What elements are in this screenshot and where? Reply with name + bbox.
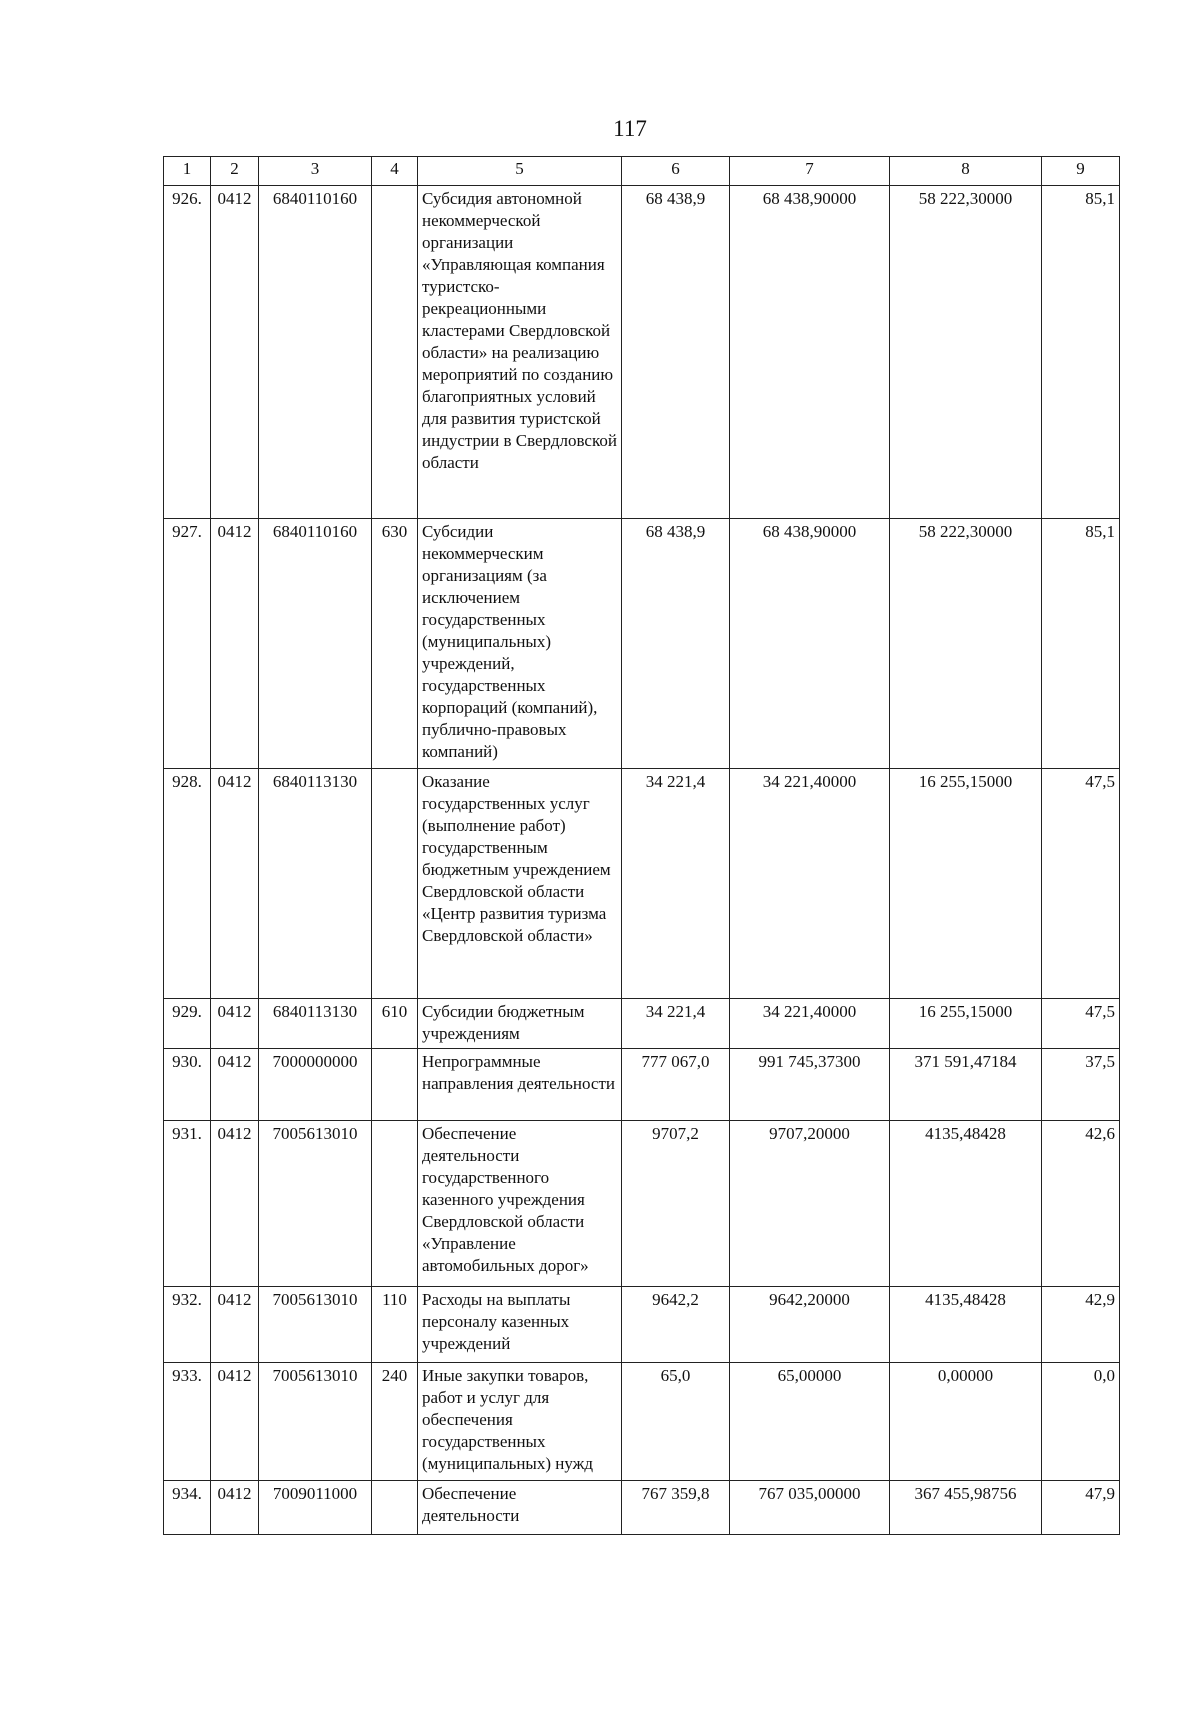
row-expense-type: 630 — [372, 519, 418, 769]
row-section-code: 0412 — [211, 1481, 259, 1535]
row-expense-type — [372, 1049, 418, 1121]
row-col-7: 9707,20000 — [730, 1121, 890, 1287]
row-col-8: 16 255,15000 — [890, 769, 1042, 999]
row-number: 932. — [164, 1287, 211, 1363]
table-header — [164, 157, 1120, 186]
row-col-6: 34 221,4 — [622, 999, 730, 1049]
row-section-code: 0412 — [211, 1121, 259, 1287]
row-section-code: 0412 — [211, 186, 259, 519]
row-col-9: 37,5 — [1042, 1049, 1120, 1121]
header-col-1: 1 — [164, 157, 211, 186]
page-number: 117 — [613, 116, 647, 141]
row-expense-type: 240 — [372, 1363, 418, 1481]
row-col-6: 767 359,8 — [622, 1481, 730, 1535]
row-col-8: 0,00000 — [890, 1363, 1042, 1481]
row-col-6: 777 067,0 — [622, 1049, 730, 1121]
row-col-6: 9707,2 — [622, 1121, 730, 1287]
row-name: Субсидии некоммерческим организациям (за исключением государственных (муниципальных) учреждений, государственных корпораций (компаний), публично-правовых компаний) — [418, 519, 622, 769]
row-expense-type — [372, 769, 418, 999]
row-name: Обеспечение деятельности государственного казенного учреждения Свердловской области «Управление автомобильных дорог» — [418, 1121, 622, 1287]
row-col-9: 47,9 — [1042, 1481, 1120, 1535]
row-col-6: 68 438,9 — [622, 519, 730, 769]
row-number: 934. — [164, 1481, 211, 1535]
row-col-7: 34 221,40000 — [730, 999, 890, 1049]
row-target-code: 6840113130 — [259, 769, 372, 999]
table-row — [164, 1363, 1120, 1481]
row-section-code: 0412 — [211, 1049, 259, 1121]
row-col-7: 34 221,40000 — [730, 769, 890, 999]
row-name: Оказание государственных услуг (выполнение работ) государственным бюджетным учреждением Свердловской области «Центр развития туризма Свердловской области» — [418, 769, 622, 999]
header-col-9: 9 — [1042, 157, 1120, 186]
row-col-6: 68 438,9 — [622, 186, 730, 519]
row-name: Иные закупки товаров, работ и услуг для обеспечения государственных (муниципальных) нужд — [418, 1363, 622, 1481]
row-name: Субсидии бюджетным учреждениям — [418, 999, 622, 1049]
row-number: 927. — [164, 519, 211, 769]
row-section-code: 0412 — [211, 519, 259, 769]
table-body — [164, 186, 1120, 1535]
header-col-5: 5 — [418, 157, 622, 186]
row-target-code: 7000000000 — [259, 1049, 372, 1121]
row-col-8: 4135,48428 — [890, 1287, 1042, 1363]
row-target-code: 7005613010 — [259, 1287, 372, 1363]
row-expense-type: 610 — [372, 999, 418, 1049]
row-name: Субсидия автономной некоммерческой организации «Управляющая компания туристско-рекреационными кластерами Свердловской области» на реализацию мероприятий по созданию благоприятных условий для развития туристской индустрии в Свердловской области — [418, 186, 622, 519]
row-col-9: 42,9 — [1042, 1287, 1120, 1363]
table-row — [164, 186, 1120, 519]
header-row — [164, 157, 1120, 186]
row-expense-type: 110 — [372, 1287, 418, 1363]
row-number: 931. — [164, 1121, 211, 1287]
row-target-code: 6840113130 — [259, 999, 372, 1049]
header-col-7: 7 — [730, 157, 890, 186]
row-col-9: 47,5 — [1042, 769, 1120, 999]
row-expense-type — [372, 186, 418, 519]
table-row — [164, 769, 1120, 999]
row-target-code: 7005613010 — [259, 1121, 372, 1287]
header-col-4: 4 — [372, 157, 418, 186]
row-col-9: 0,0 — [1042, 1363, 1120, 1481]
row-col-7: 9642,20000 — [730, 1287, 890, 1363]
row-number: 933. — [164, 1363, 211, 1481]
table-row — [164, 1481, 1120, 1535]
row-col-7: 767 035,00000 — [730, 1481, 890, 1535]
table-row — [164, 1049, 1120, 1121]
header-col-2: 2 — [211, 157, 259, 186]
table-row — [164, 519, 1120, 769]
row-target-code: 6840110160 — [259, 186, 372, 519]
row-col-7: 991 745,37300 — [730, 1049, 890, 1121]
row-col-8: 371 591,47184 — [890, 1049, 1042, 1121]
row-name: Расходы на выплаты персоналу казенных учреждений — [418, 1287, 622, 1363]
row-name: Обеспечение деятельности — [418, 1481, 622, 1535]
row-col-9: 42,6 — [1042, 1121, 1120, 1287]
row-number: 929. — [164, 999, 211, 1049]
row-target-code: 6840110160 — [259, 519, 372, 769]
row-section-code: 0412 — [211, 1287, 259, 1363]
table-row — [164, 999, 1120, 1049]
table-row — [164, 1121, 1120, 1287]
row-target-code: 7009011000 — [259, 1481, 372, 1535]
header-col-3: 3 — [259, 157, 372, 186]
row-col-8: 16 255,15000 — [890, 999, 1042, 1049]
budget-table — [163, 156, 1120, 1535]
row-number: 928. — [164, 769, 211, 999]
row-col-9: 85,1 — [1042, 519, 1120, 769]
row-section-code: 0412 — [211, 999, 259, 1049]
table-row — [164, 1287, 1120, 1363]
row-number: 930. — [164, 1049, 211, 1121]
row-col-7: 65,00000 — [730, 1363, 890, 1481]
row-col-9: 85,1 — [1042, 186, 1120, 519]
row-col-6: 65,0 — [622, 1363, 730, 1481]
row-number: 926. — [164, 186, 211, 519]
row-expense-type — [372, 1121, 418, 1287]
row-col-7: 68 438,90000 — [730, 519, 890, 769]
row-col-7: 68 438,90000 — [730, 186, 890, 519]
header-col-8: 8 — [890, 157, 1042, 186]
row-col-6: 34 221,4 — [622, 769, 730, 999]
row-name: Непрограммные направления деятельности — [418, 1049, 622, 1121]
header-col-6: 6 — [622, 157, 730, 186]
row-col-8: 58 222,30000 — [890, 186, 1042, 519]
row-col-6: 9642,2 — [622, 1287, 730, 1363]
row-section-code: 0412 — [211, 769, 259, 999]
row-col-8: 58 222,30000 — [890, 519, 1042, 769]
row-expense-type — [372, 1481, 418, 1535]
row-col-8: 4135,48428 — [890, 1121, 1042, 1287]
row-col-9: 47,5 — [1042, 999, 1120, 1049]
row-section-code: 0412 — [211, 1363, 259, 1481]
row-target-code: 7005613010 — [259, 1363, 372, 1481]
row-col-8: 367 455,98756 — [890, 1481, 1042, 1535]
